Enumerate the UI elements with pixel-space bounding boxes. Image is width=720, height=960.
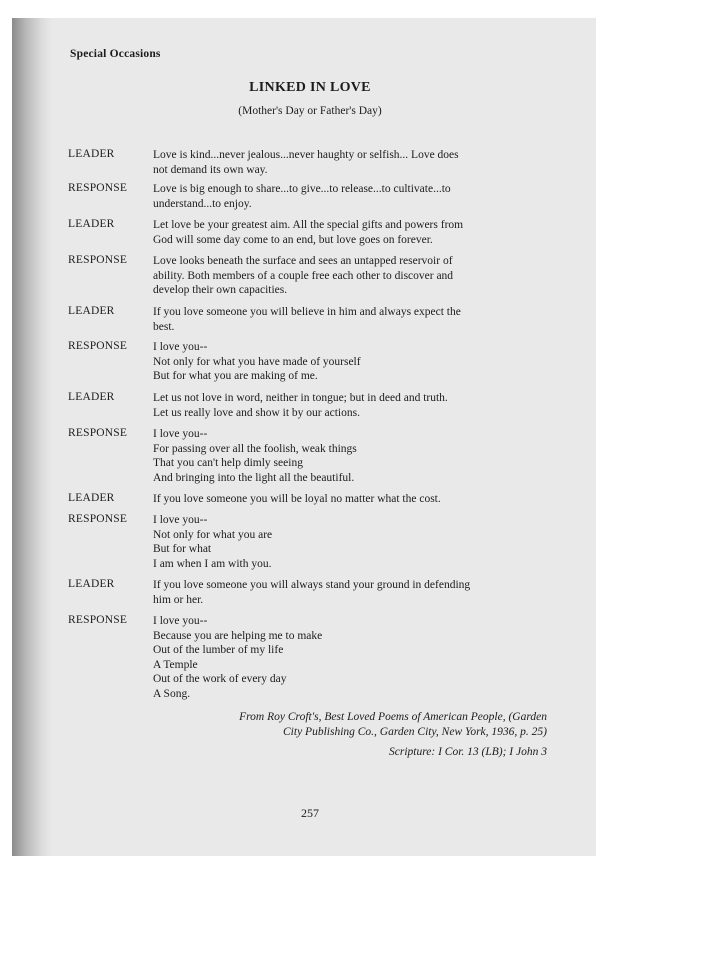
speaker-label: LEADER	[68, 305, 115, 317]
speaker-label: RESPONSE	[68, 513, 128, 525]
text-line: understand...to enjoy.	[153, 197, 252, 210]
text-line: If you love someone you will believe in him and always expect the	[153, 306, 461, 318]
text-line: I love you--	[153, 514, 208, 526]
text-line: Let us not love in word, neither in tongue; but in deed and truth.	[153, 392, 448, 404]
speaker-label: RESPONSE	[68, 427, 128, 439]
exchange-text	[153, 254, 548, 298]
exchange-text	[153, 578, 548, 607]
exchange-text	[153, 182, 548, 211]
text-line: A Song.	[153, 687, 191, 700]
source-line: City Publishing Co., Garden City, New York, 1936, p. 25)	[283, 726, 547, 738]
text-line: Love is big enough to share...to give...to release...to cultivate...to	[153, 183, 451, 195]
text-line: God will some day come to an end, but love goes on forever.	[153, 233, 433, 246]
text-line: I love you--	[153, 341, 208, 353]
text-line: Because you are helping me to make	[153, 629, 323, 642]
text-line: If you love someone you will always stand your ground in defending	[153, 579, 471, 591]
text-line: And bringing into the light all the beautiful.	[153, 471, 355, 484]
speaker-label: LEADER	[68, 578, 115, 590]
text-line: Love is kind...never jealous...never haughty or selfish... Love does	[153, 149, 459, 161]
speaker-label: LEADER	[68, 148, 115, 160]
text-line: I love you--	[153, 615, 208, 627]
text-line: But for what	[153, 543, 212, 555]
exchange-text	[153, 305, 548, 334]
speaker-label: LEADER	[68, 218, 115, 230]
text-line: A Temple	[153, 658, 198, 671]
text-line: Let us really love and show it by our actions.	[153, 406, 360, 419]
text-line: Out of the lumber of my life	[153, 644, 284, 656]
exchange-text	[153, 218, 548, 247]
speaker-label: RESPONSE	[68, 182, 128, 194]
text-line: If you love someone you will be loyal no matter what the cost.	[153, 493, 441, 505]
page-title: LINKED IN LOVE	[249, 80, 371, 95]
text-line: I am when I am with you.	[153, 557, 272, 570]
source-citation	[150, 710, 547, 740]
text-line: not demand its own way.	[153, 163, 268, 176]
scripture-reference: Scripture: I Cor. 13 (LB); I John 3	[389, 746, 547, 758]
text-line: I love you--	[153, 428, 208, 440]
text-line: him or her.	[153, 593, 204, 606]
text-line: Not only for what you have made of yourself	[153, 355, 361, 368]
exchange-text	[153, 427, 548, 485]
text-line: Let love be your greatest aim. All the special gifts and powers from	[153, 219, 464, 231]
text-line: develop their own capacities.	[153, 284, 288, 296]
text-line: Not only for what you are	[153, 528, 273, 541]
exchange-text	[153, 492, 548, 507]
text-line: That you can't help dimly seeing	[153, 457, 303, 469]
section-header: Special Occasions	[70, 48, 161, 60]
text-line: Out of the work of every day	[153, 673, 287, 685]
page-number: 257	[301, 806, 319, 820]
text-line: ability. Both members of a couple free each other to discover and	[153, 269, 454, 282]
speaker-label: LEADER	[68, 391, 115, 403]
source-line: From Roy Croft's, Best Loved Poems of American People, (Garden	[239, 711, 547, 723]
exchange-text	[153, 340, 548, 384]
text-line: For passing over all the foolish, weak things	[153, 442, 357, 455]
exchange-text	[153, 391, 548, 420]
speaker-label: RESPONSE	[68, 254, 128, 266]
exchange-text	[153, 148, 548, 177]
exchange-text	[153, 614, 548, 701]
speaker-label: LEADER	[68, 492, 115, 504]
text-line: best.	[153, 320, 175, 333]
exchange-text	[153, 513, 548, 571]
page-subtitle: (Mother's Day or Father's Day)	[238, 105, 382, 117]
text-line: But for what you are making of me.	[153, 370, 318, 382]
speaker-label: RESPONSE	[68, 614, 128, 626]
text-line: Love looks beneath the surface and sees an untapped reservoir of	[153, 255, 453, 267]
speaker-label: RESPONSE	[68, 340, 128, 352]
